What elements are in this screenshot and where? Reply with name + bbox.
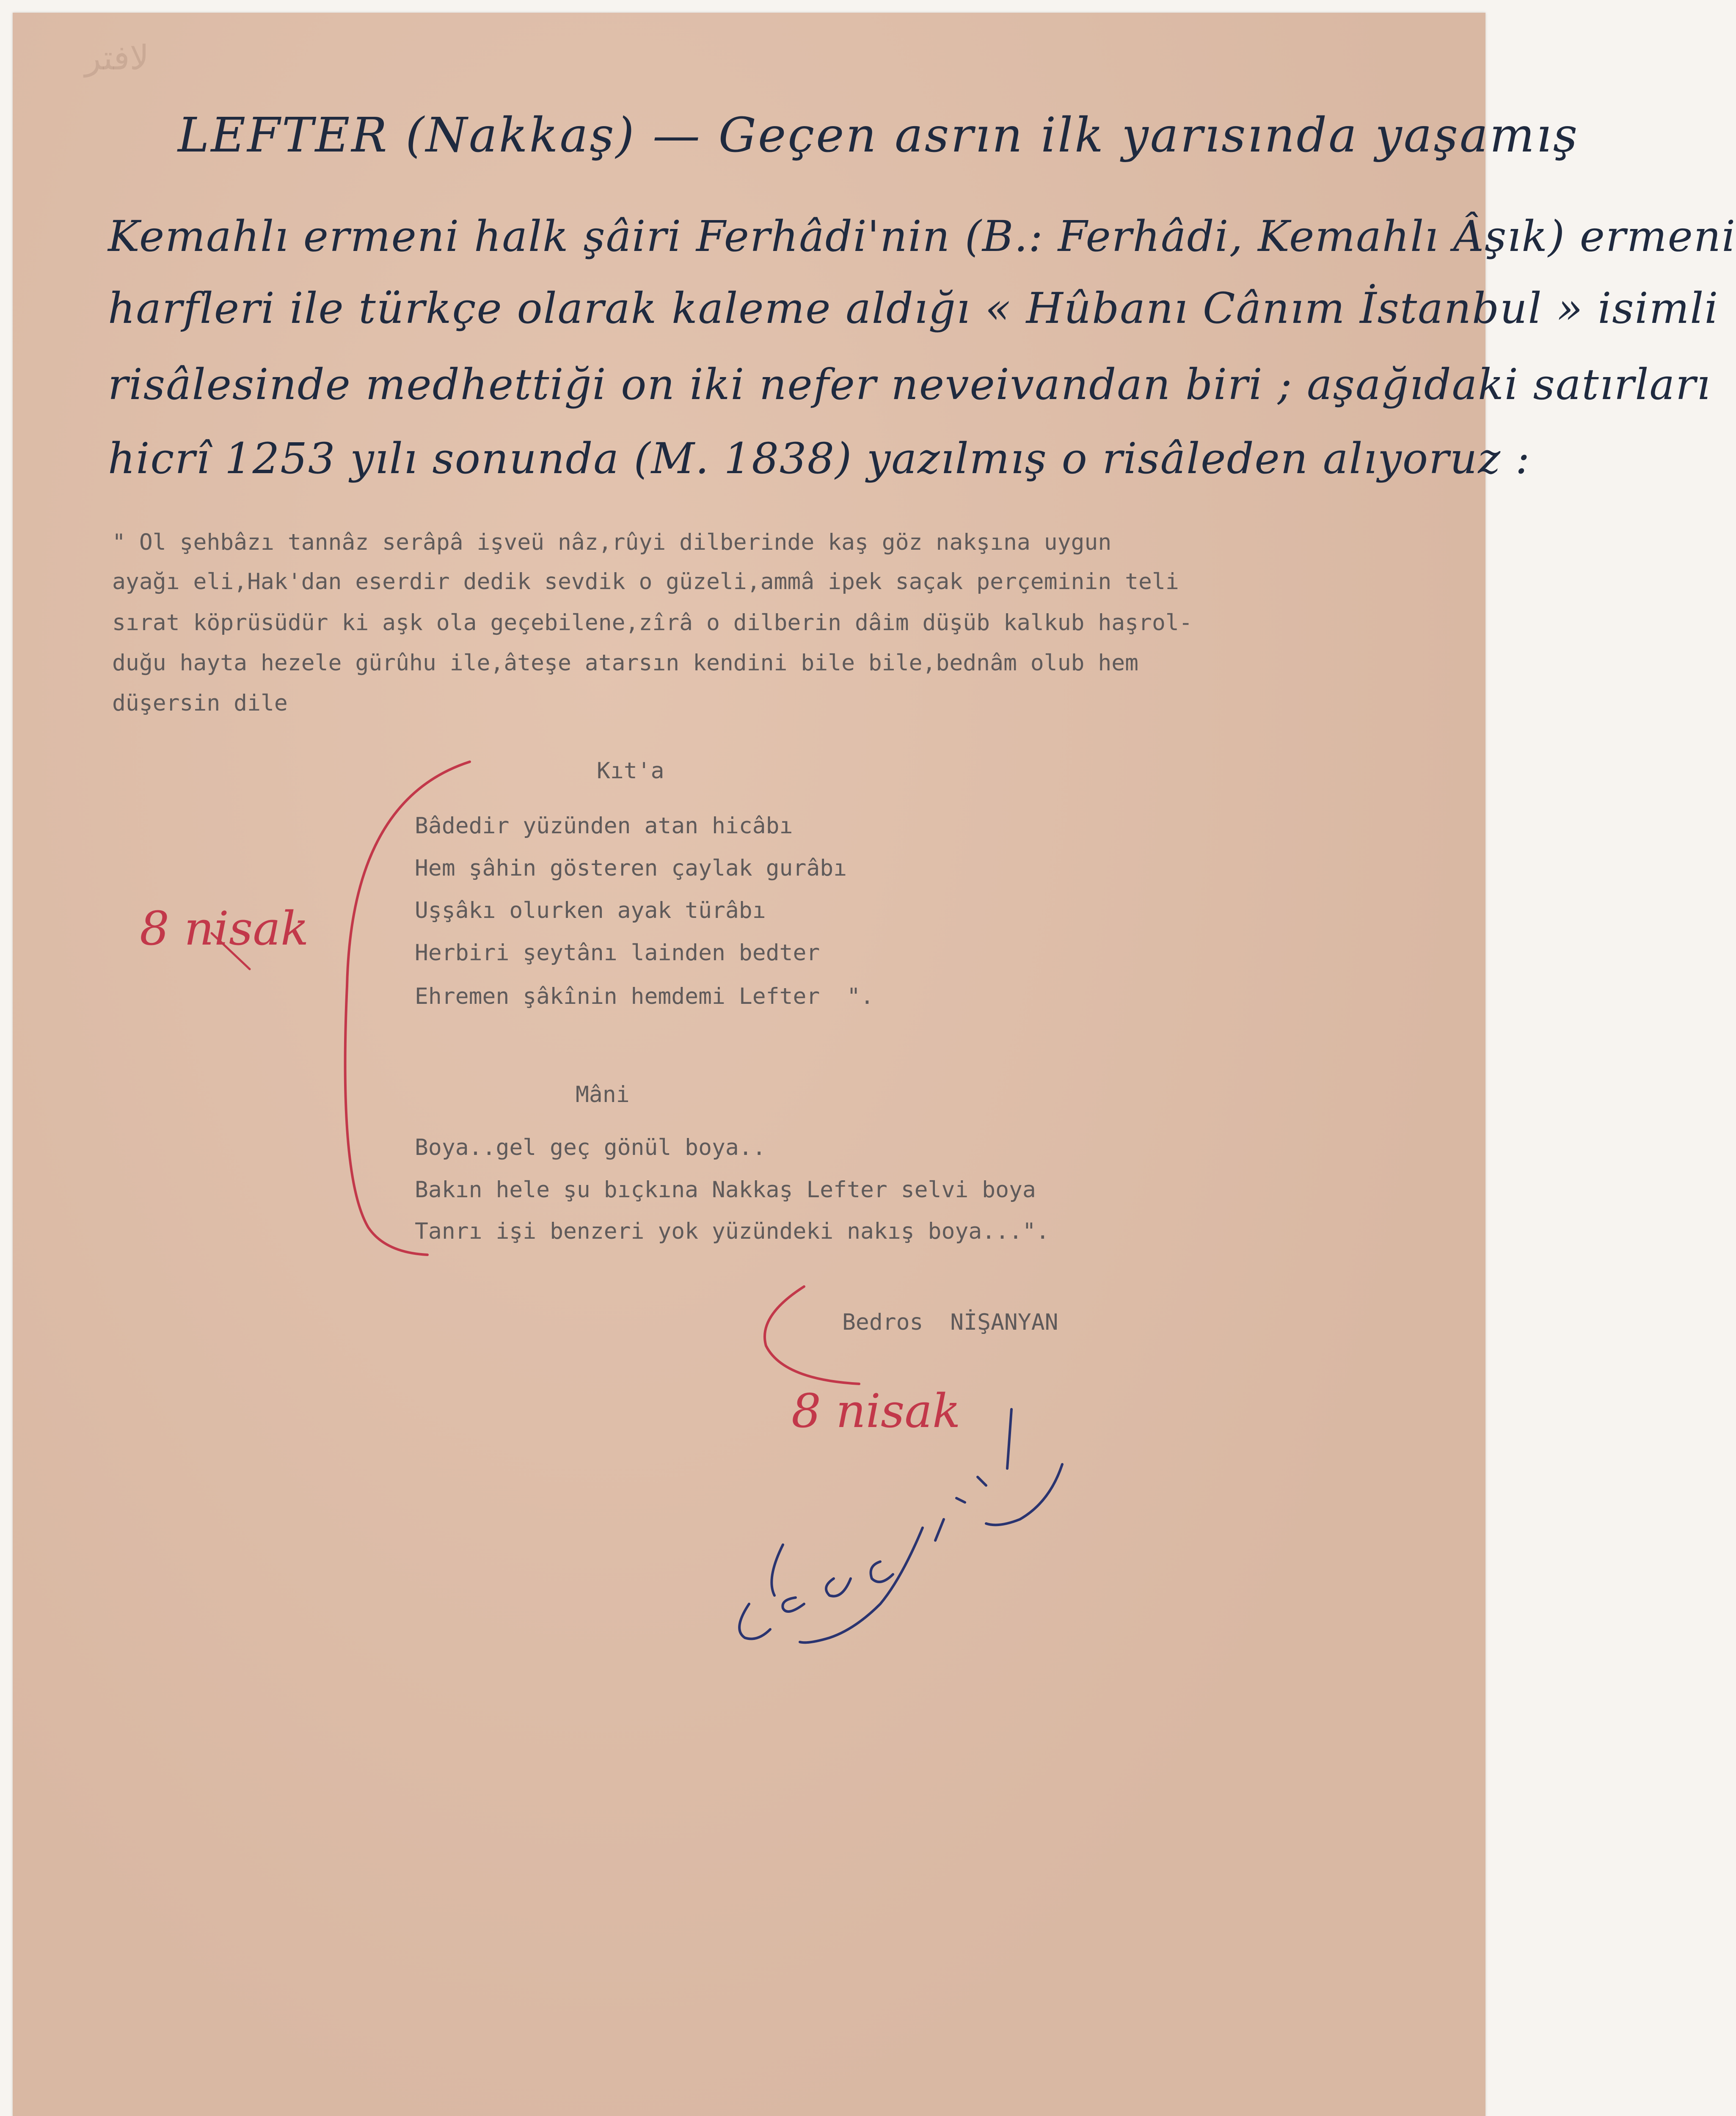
kita-title: Kıt'a	[597, 758, 664, 784]
ink-markings	[13, 13, 1485, 2116]
quote-line-5: düşersin dile	[112, 690, 288, 716]
blue-script-stroke-2	[986, 1464, 1062, 1525]
red-note-left: 8 nisak	[140, 901, 309, 956]
blue-script-stroke-1	[1007, 1409, 1011, 1469]
kita-line-4: Herbiri şeytânı lainden bedter	[415, 940, 820, 966]
red-bracket-poem	[345, 762, 470, 1255]
blue-script-stroke-8	[739, 1604, 770, 1639]
blue-script-stroke-7	[783, 1598, 804, 1612]
quote-line-1: " Ol şehbâzı tannâz serâpâ işveü nâz,rûyi dilberinde kaş göz nakşına uygun	[112, 529, 1112, 555]
handwritten-line-5: hicrî 1253 yılı sonunda (M. 1838) yazılmış o risâleden alıyoruz :	[108, 434, 1531, 483]
red-stroke-note	[212, 933, 250, 969]
red-note-bottom: 8 nisak	[791, 1384, 961, 1438]
blue-script-stroke-5	[871, 1562, 893, 1582]
handwritten-line-4: risâlesinde medhettiği on iki nefer neveivandan biri ; aşağıdaki satırları	[108, 360, 1711, 409]
blue-script-stroke-6	[826, 1579, 851, 1596]
signature-name: Bedros NİŞANYAN	[842, 1309, 1058, 1335]
handwritten-line-3: harfleri ile türkçe olarak kaleme aldığı « Hûbanı Cânım İstanbul » isimli	[108, 284, 1719, 333]
blue-script-stroke-10	[956, 1477, 986, 1502]
quote-line-4: duğu hayta hezele gürûhu ile,âteşe atarsın kendini bile bile,bednâm olub hem	[112, 650, 1139, 676]
handwritten-line-1: LEFTER (Nakkaş) — Geçen asrın ilk yarısında yaşamış	[178, 108, 1579, 163]
blue-script-stroke-9	[772, 1545, 783, 1595]
mani-line-3: Tanrı işi benzeri yok yüzündeki nakış boya...".	[415, 1218, 1050, 1244]
kita-line-1: Bâdedir yüzünden atan hicâbı	[415, 813, 793, 839]
kita-line-2: Hem şâhin gösteren çaylak gurâbı	[415, 855, 847, 881]
kita-line-3: Uşşâkı olurken ayak türâbı	[415, 898, 766, 923]
quote-line-2: ayağı eli,Hak'dan eserdir dedik sevdik o güzeli,ammâ ipek saçak perçeminin teli	[112, 569, 1179, 595]
blue-script-stroke-4	[935, 1519, 944, 1540]
mani-title: Mâni	[576, 1082, 630, 1108]
mani-line-1: Boya..gel geç gönül boya..	[415, 1135, 766, 1160]
quote-line-3: sırat köprüsüdür ki aşk ola geçebilene,zîrâ o dilberin dâim düşüb kalkub haşrol-	[112, 610, 1193, 636]
mani-line-2: Bakın hele şu bıçkına Nakkaş Lefter selvi boya	[415, 1177, 1036, 1203]
red-bracket-signature	[765, 1287, 859, 1384]
blue-script-stroke-3	[800, 1528, 923, 1642]
document-page	[13, 13, 1736, 2116]
faint-header-mark: ﻻﻓﺘﺮ	[85, 38, 149, 77]
kita-line-5: Ehremen şâkînin hemdemi Lefter ".	[415, 984, 874, 1009]
handwritten-line-2: Kemahlı ermeni halk şâiri Ferhâdi'nin (B.: Ferhâdi, Kemahlı Âşık) ermeni	[108, 212, 1736, 261]
